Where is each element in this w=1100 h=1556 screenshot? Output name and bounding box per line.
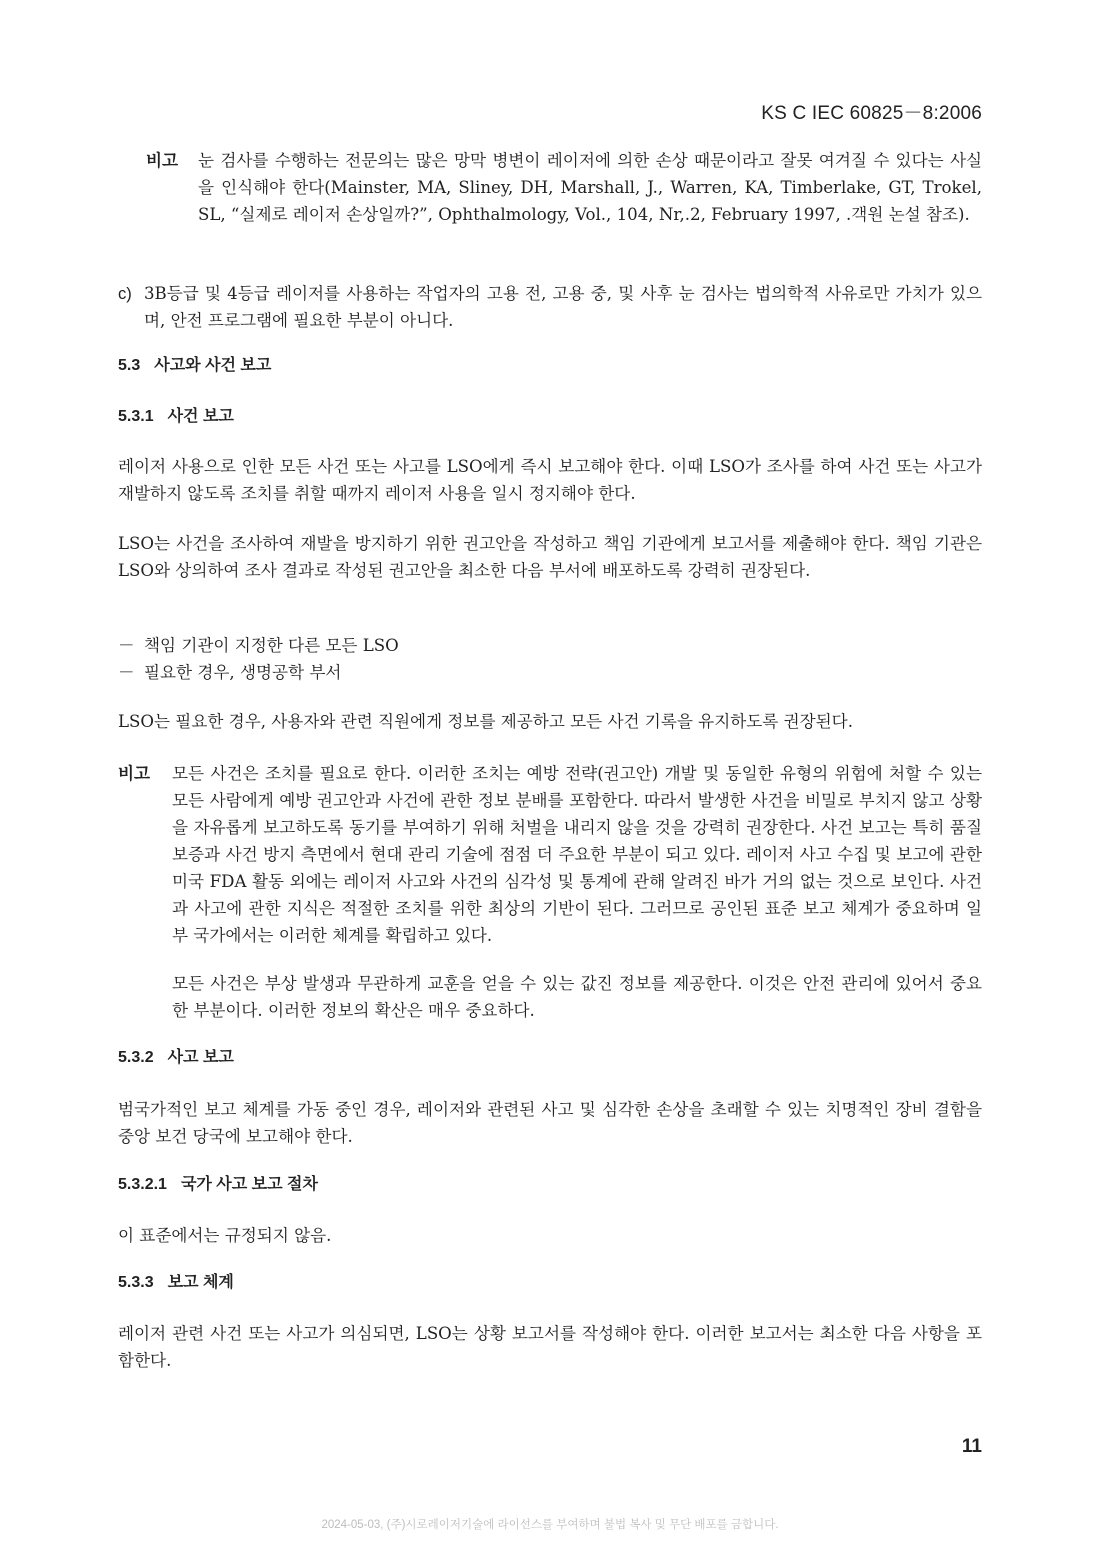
section-title: 보고 체계 [167,1274,234,1291]
section-heading-5-3-2 [118,1047,234,1069]
list-item-marker: c) [118,284,132,303]
standard-code-header: KS C IEC 60825－8:2006 [761,103,982,124]
paragraph: 레이저 사용으로 인한 모든 사건 또는 사고를 LSO에게 즉시 보고해야 한다. 이때 LSO가 조사를 하여 사건 또는 사고가 재발하지 않도록 조치를 취할 때까지 레이저 사용을 일시 정지해야 한다. [118,457,982,503]
license-footer: 2024-05-03, (주)시로레이저기술에 라이선스를 부여하며 불법 복사 및 무단 배포를 금합니다. [321,1519,779,1531]
paragraph: LSO는 필요한 경우, 사용자와 관련 직원에게 정보를 제공하고 모든 사건 기록을 유지하도록 권장된다. [118,712,853,731]
paragraph: 범국가적인 보고 체계를 가동 중인 경우, 레이저와 관련된 사고 및 심각한 손상을 초래할 수 있는 치명적인 장비 결함을 중앙 보건 당국에 보고해야 한다. [118,1100,982,1146]
paragraph: 이 표준에서는 규정되지 않음. [118,1226,332,1245]
dash-marker: － [118,636,135,655]
note-label: 비고 [118,764,151,783]
paragraph: LSO는 사건을 조사하여 재발을 방지하기 위한 권고안을 작성하고 책임 기관에게 보고서를 제출해야 한다. 책임 기관은 LSO와 상의하여 조사 결과로 작성된 권고안을 최소한 다음 부서에 배포하도록 강력히 권장된다. [118,534,982,580]
page-number: 11 [961,1436,982,1457]
note-label: 비고 [146,151,179,170]
section-heading-5-3 [118,355,271,377]
section-number: 5.3.2 [118,1049,154,1066]
section-number: 5.3.3 [118,1274,154,1291]
section-title: 국가 사고 보고 절차 [180,1176,318,1193]
note-text: 모든 사건은 부상 발생과 무관하게 교훈을 얻을 수 있는 값진 정보를 제공한다. 이것은 안전 관리에 있어서 중요한 부분이다. 이러한 정보의 확산은 매우 중요하다. [172,974,982,1020]
section-heading-5-3-3 [118,1272,234,1294]
section-title: 사고 보고 [167,1049,234,1066]
list-item-text: 필요한 경우, 생명공학 부서 [144,663,342,682]
list-item-text: 책임 기관이 지정한 다른 모든 LSO [144,636,399,655]
list-item-text: 3B등급 및 4등급 레이저를 사용하는 작업자의 고용 전, 고용 중, 및 사후 눈 검사는 법의학적 사유로만 가치가 있으며, 안전 프로그램에 필요한 부분이 아니다. [144,284,982,330]
note-text: 눈 검사를 수행하는 전문의는 많은 망막 병변이 레이저에 의한 손상 때문이라고 잘못 여겨질 수 있다는 사실을 인식해야 한다(Mainster, MA, Sliney, DH, Marshall, J., Warren, KA, Timberlake, GT, Trokel, SL, “실제로 레이저 손상일까?”, Ophthalmology, Vol., 104, Nr,.2, February 1997, .객원 논설 참조). [198,151,982,224]
section-title: 사건 보고 [167,408,234,425]
list-item [118,659,982,686]
section-number: 5.3.2.1 [118,1176,167,1193]
section-number: 5.3.1 [118,408,154,425]
section-title: 사고와 사건 보고 [154,357,272,374]
paragraph: 레이저 관련 사건 또는 사고가 의심되면, LSO는 상황 보고서를 작성해야 한다. 이러한 보고서는 최소한 다음 사항을 포함한다. [118,1324,982,1370]
section-number: 5.3 [118,357,141,374]
list-item [118,632,982,659]
note-text: 모든 사건은 조치를 필요로 한다. 이러한 조치는 예방 전략(권고안) 개발 및 동일한 유형의 위험에 처할 수 있는 모든 사람에게 예방 권고안과 사건에 관한 정보 분배를 포함한다. 따라서 발생한 사건을 비밀로 부치지 않고 상황을 자유롭게 보고하도록 동기를 부여하기 위해 처벌을 내리지 않을 것을 강력히 권장한다. 사건 보고는 특히 품질 보증과 사건 방지 측면에서 현대 관리 기술에 점점 더 주요한 부분이 되고 있다. 레이저 사고 수집 및 보고에 관한 미국 FDA 활동 외에는 레이저 사고와 사건의 심각성 및 통계에 관해 알려진 바가 거의 없는 것으로 보인다. 사건과 사고에 관한 지식은 적절한 조치를 위한 최상의 기반이 된다. 그러므로 공인된 표준 보고 체계가 중요하며 일부 국가에서는 이러한 체계를 확립하고 있다. [172,764,982,945]
section-heading-5-3-2-1 [118,1174,318,1196]
dash-marker: － [118,663,135,682]
section-heading-5-3-1 [118,406,234,428]
